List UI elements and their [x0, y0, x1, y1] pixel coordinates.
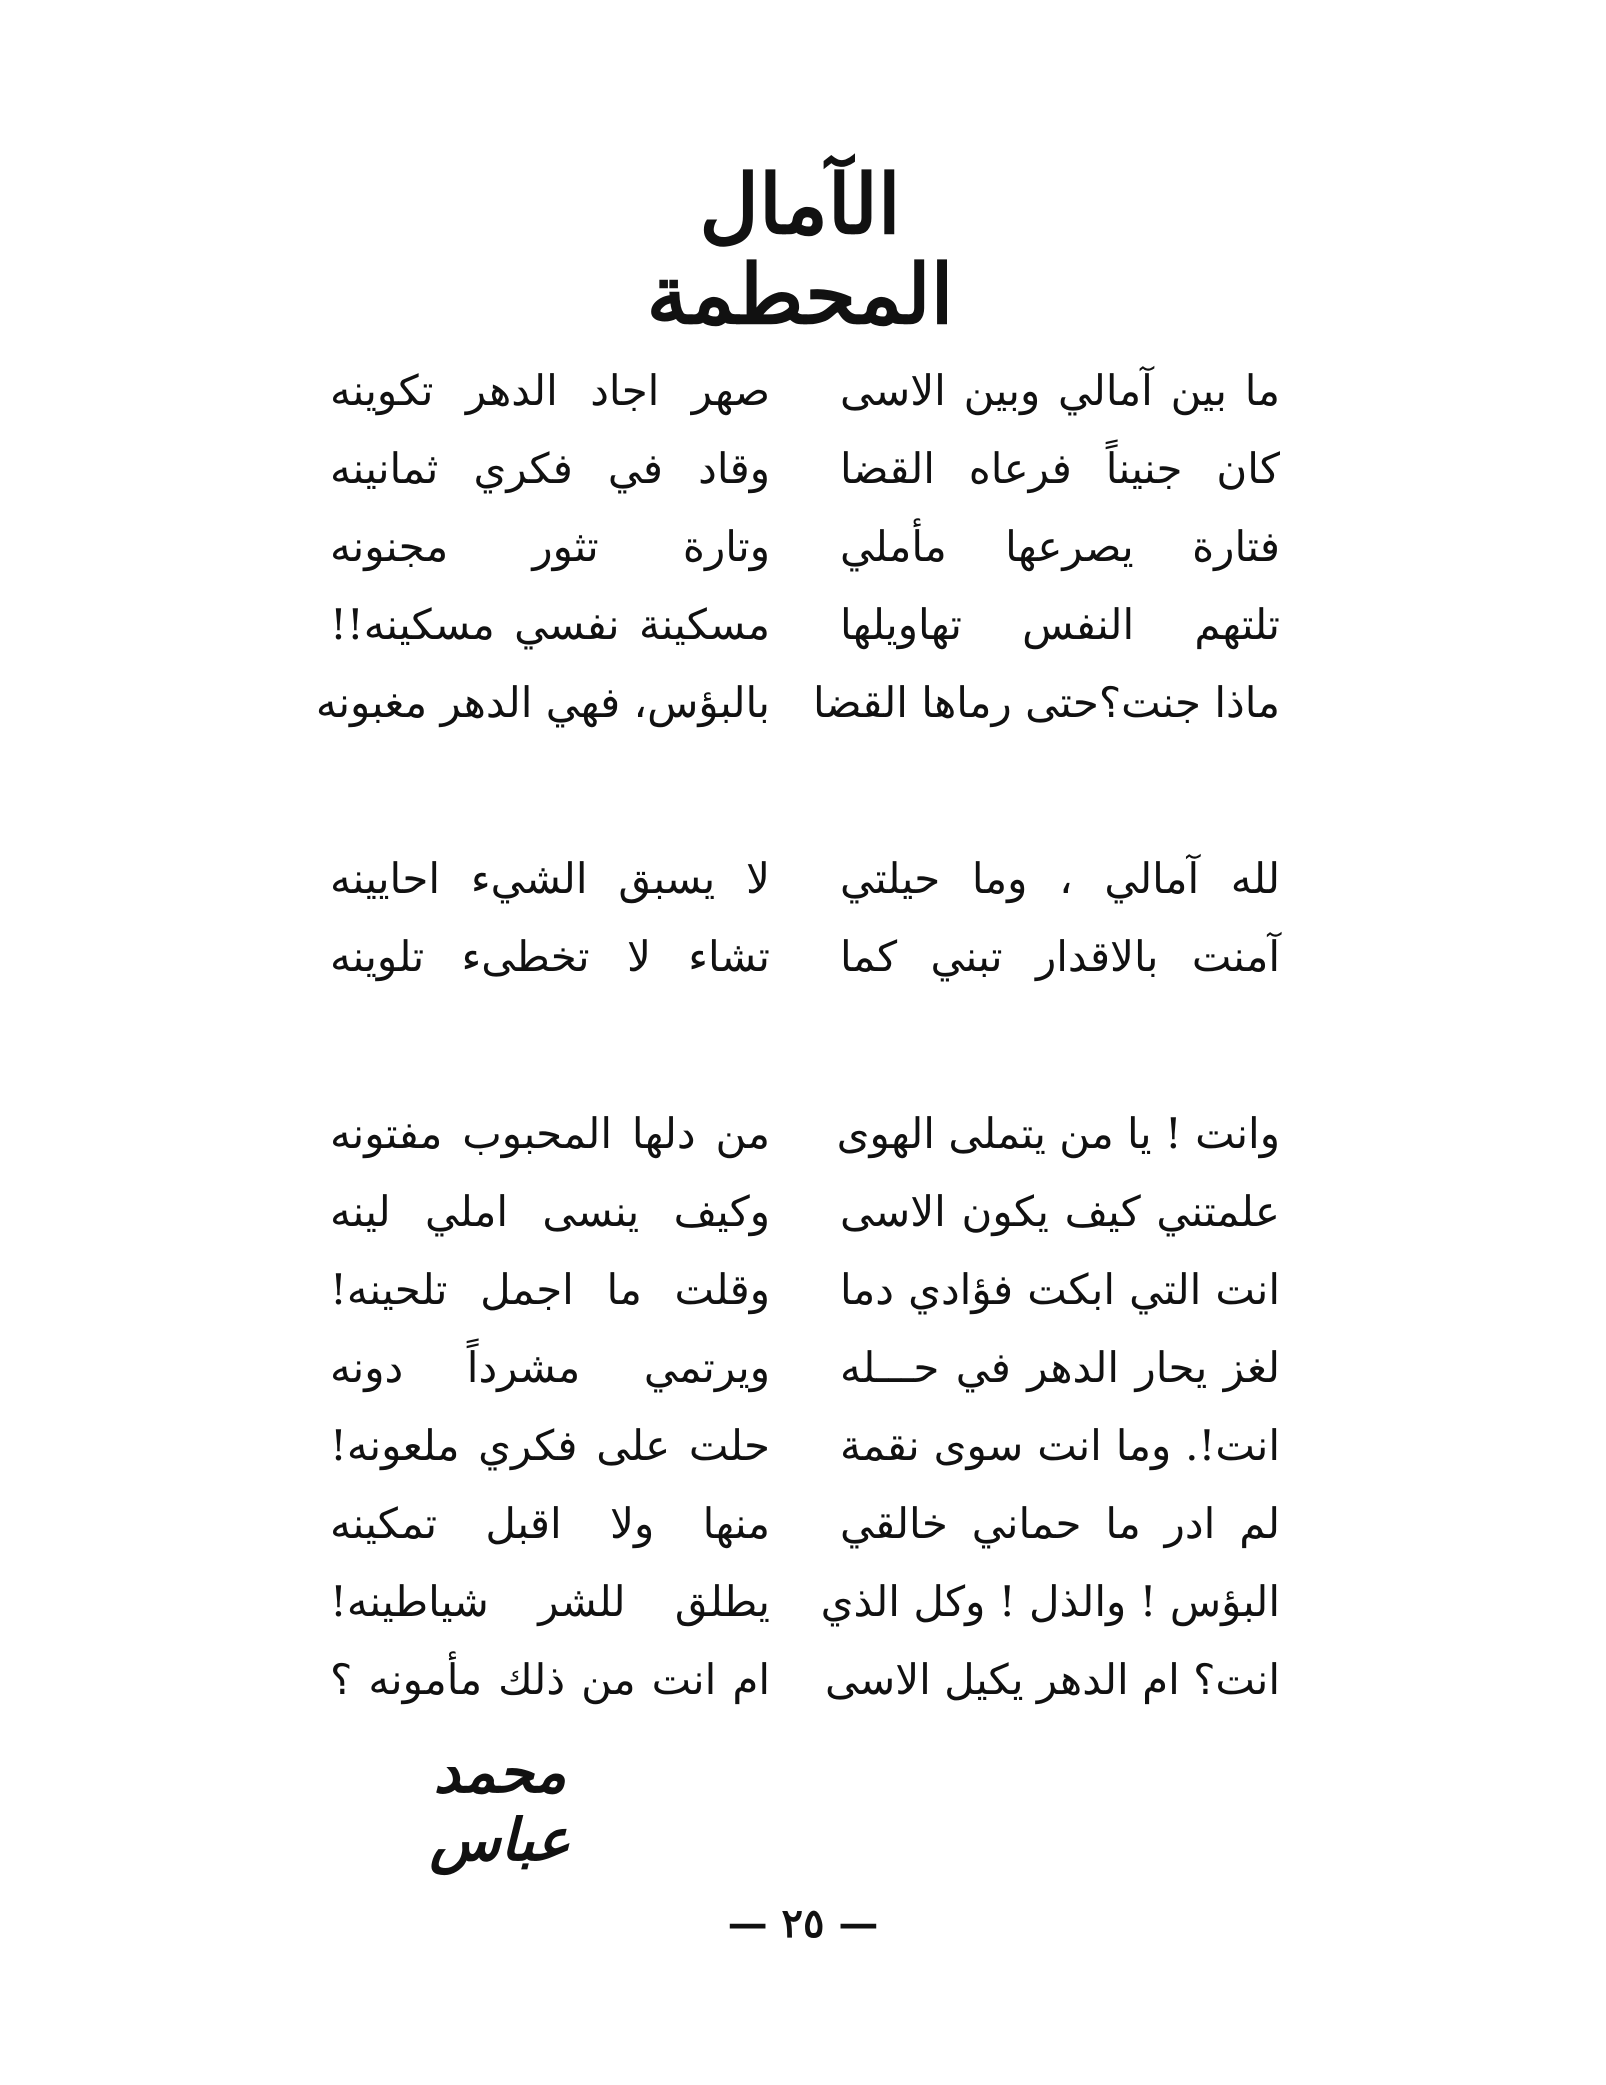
- verse: [330, 508, 1280, 586]
- first-hemistich: آمنت بالاقدار تبني كما: [840, 932, 1280, 981]
- verse: [330, 918, 1280, 996]
- second-hemistich: حلت على فكري ملعونه!: [330, 1421, 770, 1470]
- stanza-1: [315, 352, 1280, 742]
- verse: [330, 1407, 1280, 1485]
- second-hemistich: تشاء لا تخطىء تلوينه: [330, 932, 770, 981]
- first-hemistich: وانت ! يا من يتملى الهوى: [836, 1109, 1280, 1158]
- second-hemistich: يطلق للشر شياطينه!: [330, 1577, 770, 1626]
- second-hemistich: بالبؤس، فهي الدهر مغبونه: [315, 678, 770, 727]
- verse: [330, 352, 1280, 430]
- first-hemistich: لغز يحار الدهر في حـــله: [840, 1343, 1280, 1392]
- verse: [330, 840, 1280, 918]
- verse: [330, 1173, 1280, 1251]
- stanza-3: [330, 1095, 1280, 1719]
- first-hemistich: ماذا جنت؟حتى رماها القضا: [813, 678, 1280, 727]
- first-hemistich: كان جنيناً فرعاه القضا: [840, 444, 1280, 493]
- page-number: — ٢٥ —: [727, 1900, 879, 1947]
- second-hemistich: وقلت ما اجمل تلحينه!: [330, 1265, 770, 1314]
- second-hemistich: صهر اجاد الدهر تكوينه: [330, 366, 770, 415]
- verse: [315, 664, 1280, 742]
- second-hemistich: لا يسبق الشيء احايينه: [330, 854, 770, 903]
- second-hemistich: وكيف ينسى املي لينه: [330, 1187, 770, 1236]
- verse: [330, 1641, 1280, 1719]
- first-hemistich: انت!. وما انت سوى نقمة: [840, 1421, 1280, 1470]
- second-hemistich: ويرتمي مشرداً دونه: [330, 1343, 770, 1392]
- stanza-2: [330, 840, 1280, 996]
- first-hemistich: علمتني كيف يكون الاسى: [840, 1187, 1280, 1236]
- first-hemistich: تلتهم النفس تهاويلها: [840, 600, 1280, 649]
- first-hemistich: انت التي ابكت فؤادي دما: [840, 1265, 1280, 1314]
- first-hemistich: لله آمالي ، وما حيلتي: [840, 854, 1280, 903]
- poem-title: الآمال المحطمة: [646, 157, 954, 344]
- second-hemistich: من دلها المحبوب مفتونه: [330, 1109, 770, 1158]
- second-hemistich: مسكينة نفسي مسكينه!!: [330, 600, 770, 649]
- verse: [330, 586, 1280, 664]
- first-hemistich: لم ادر ما حماني خالقي: [840, 1499, 1280, 1548]
- verse: [330, 1563, 1280, 1641]
- second-hemistich: منها ولا اقبل تمكينه: [330, 1499, 770, 1548]
- verse: [330, 1485, 1280, 1563]
- first-hemistich: البؤس ! والذل ! وكل الذي: [820, 1577, 1280, 1626]
- verse: [330, 1095, 1280, 1173]
- first-hemistich: فتارة يصرعها مأملي: [840, 522, 1280, 571]
- second-hemistich: وتارة تثور مجنونه: [330, 522, 770, 571]
- verse: [330, 430, 1280, 508]
- first-hemistich: انت؟ ام الدهر يكيل الاسى: [825, 1655, 1280, 1704]
- first-hemistich: ما بين آمالي وبين الاسى: [840, 366, 1280, 415]
- verse: [330, 1329, 1280, 1407]
- author-signature: محمد عباس: [429, 1738, 571, 1874]
- second-hemistich: وقاد في فكري ثمانينه: [330, 444, 770, 493]
- verse: [330, 1251, 1280, 1329]
- second-hemistich: ام انت من ذلك مأمونه ؟: [330, 1655, 770, 1704]
